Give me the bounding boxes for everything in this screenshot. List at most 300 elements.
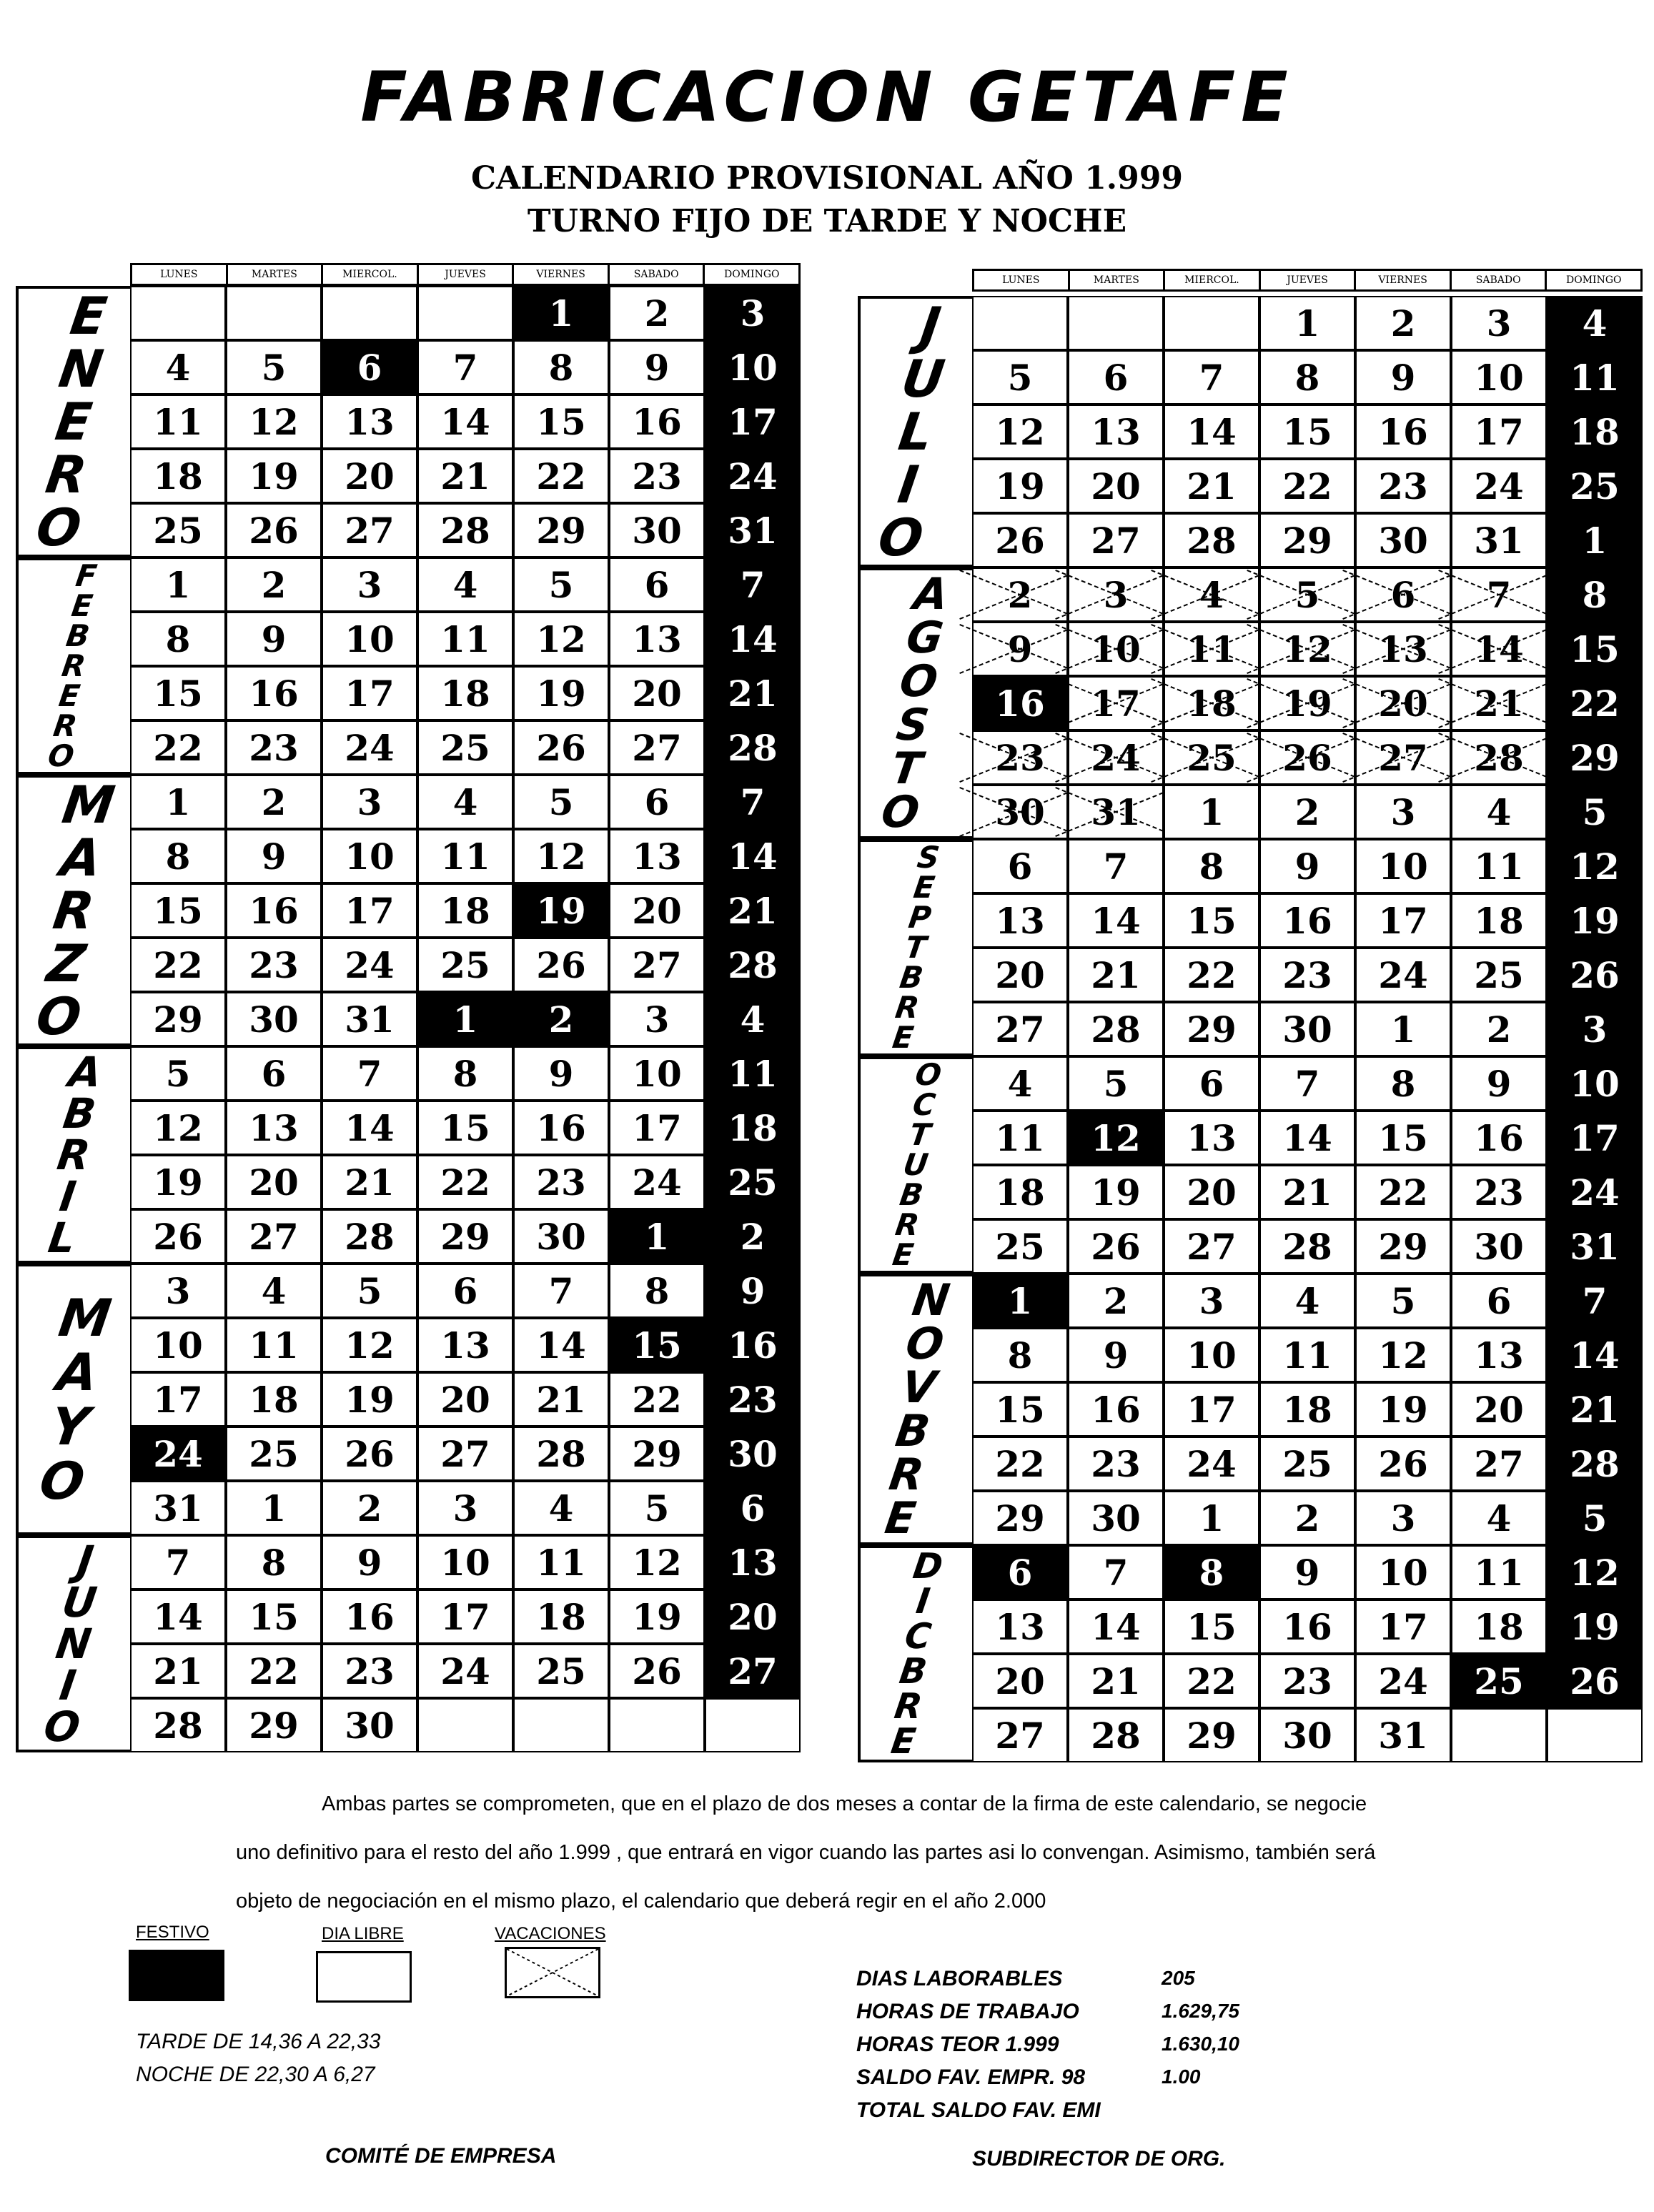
day-cell: 23 [1068, 1437, 1164, 1491]
day-cell: 28 [1451, 730, 1547, 785]
day-cell: 24 [705, 449, 801, 503]
day-cell: 13 [972, 893, 1068, 948]
day-cell [417, 286, 513, 340]
day-cell: 8 [1355, 1056, 1451, 1111]
day-cell: 28 [705, 938, 801, 992]
day-cell: 29 [226, 1698, 322, 1752]
month-label: F E B R E R O [46, 558, 99, 773]
day-cell: 31 [130, 1481, 226, 1535]
day-cell: 6 [609, 557, 705, 612]
day-cell: 4 [1164, 567, 1259, 622]
day-cell: 29 [130, 992, 226, 1046]
day-cell: 28 [322, 1209, 417, 1264]
day-cell: 12 [1547, 1545, 1643, 1600]
day-cell: 17 [1164, 1382, 1259, 1437]
day-cell: 8 [609, 1264, 705, 1318]
day-cell: 9 [226, 612, 322, 666]
day-cell: 19 [513, 883, 609, 938]
day-cell: 31 [1451, 513, 1547, 567]
month-label: S E P T B R E [890, 840, 942, 1055]
day-cell: 16 [705, 1318, 801, 1372]
day-cell: 29 [1259, 513, 1355, 567]
day-cell: 8 [226, 1535, 322, 1589]
day-cell: 29 [609, 1427, 705, 1481]
day-cell: 25 [226, 1427, 322, 1481]
day-cell: 9 [705, 1264, 801, 1318]
weekday-4: VIERNES [1356, 271, 1452, 289]
day-cell: 6 [226, 1046, 322, 1101]
weekday-0: LUNES [132, 265, 228, 284]
day-cell: 10 [417, 1535, 513, 1589]
day-cell: 1 [130, 775, 226, 829]
day-cell: 17 [1068, 676, 1164, 730]
day-cell: 14 [130, 1589, 226, 1644]
weekday-6: DOMINGO [724, 269, 780, 280]
day-cell [1164, 296, 1259, 350]
day-cell: 4 [513, 1481, 609, 1535]
day-cell: 22 [130, 938, 226, 992]
day-cell: 11 [1451, 1545, 1547, 1600]
day-cell: 8 [1164, 1545, 1259, 1600]
stat-label: DIAS LABORABLES [856, 1967, 1063, 1990]
day-cell: 1 [226, 1481, 322, 1535]
day-cell: 4 [972, 1056, 1068, 1111]
day-cell: 30 [226, 992, 322, 1046]
day-cell: 12 [1068, 1111, 1164, 1165]
signature-subdirector: SUBDIRECTOR DE ORG. [972, 2147, 1226, 2171]
month-label: J U N I O [41, 1537, 100, 1751]
day-cell: 6 [417, 1264, 513, 1318]
page-title: FABRICACION GETAFE [360, 57, 1294, 137]
day-cell: 22 [609, 1372, 705, 1427]
day-cell: 19 [972, 459, 1068, 513]
stat-label: HORAS DE TRABAJO [856, 2000, 1079, 2023]
day-cell: 20 [1355, 676, 1451, 730]
day-cell: 25 [705, 1155, 801, 1209]
day-cell: 23 [322, 1644, 417, 1698]
day-cell: 17 [1355, 893, 1451, 948]
day-cell: 6 [1451, 1274, 1547, 1328]
day-cell: 11 [1451, 839, 1547, 893]
day-cell: 1 [1355, 1002, 1451, 1056]
day-cell: 17 [609, 1101, 705, 1155]
day-cell [1068, 296, 1164, 350]
day-cell: 16 [1259, 893, 1355, 948]
day-cell: 9 [1259, 1545, 1355, 1600]
day-cell: 5 [609, 1481, 705, 1535]
day-cell: 3 [1068, 567, 1164, 622]
day-cell: 28 [513, 1427, 609, 1481]
day-cell: 22 [1164, 1654, 1259, 1708]
day-cell: 3 [1355, 1491, 1451, 1545]
day-cell: 21 [322, 1155, 417, 1209]
day-cell: 30 [1451, 1219, 1547, 1274]
day-cell: 27 [972, 1002, 1068, 1056]
day-cell: 13 [226, 1101, 322, 1155]
stat-label: TOTAL SALDO FAV. EMI [856, 2098, 1101, 2122]
day-cell: 15 [1164, 1600, 1259, 1654]
day-cell: 22 [972, 1437, 1068, 1491]
day-cell: 25 [1164, 730, 1259, 785]
day-cell: 25 [972, 1219, 1068, 1274]
day-cell: 28 [1259, 1219, 1355, 1274]
day-cell: 24 [322, 720, 417, 775]
month-label: M A R Z O [32, 775, 119, 1046]
day-cell: 26 [1355, 1437, 1451, 1491]
day-cell: 10 [609, 1046, 705, 1101]
weekday-5: SABADO [610, 265, 705, 284]
day-cell: 21 [1451, 676, 1547, 730]
weekday-3: JUEVES [419, 265, 515, 284]
day-cell: 22 [417, 1155, 513, 1209]
day-cell: 14 [322, 1101, 417, 1155]
day-cell: 1 [1259, 296, 1355, 350]
day-cell: 21 [1259, 1165, 1355, 1219]
day-cell: 17 [322, 666, 417, 720]
day-cell: 26 [1547, 1654, 1643, 1708]
day-cell: 10 [1547, 1056, 1643, 1111]
paragraph-line-1: Ambas partes se comprometen, que en el plazo de dos meses a contar de la firma de este calendario, se negocie [322, 1792, 1367, 1815]
day-cell: 7 [1164, 350, 1259, 405]
day-cell: 27 [705, 1644, 801, 1698]
day-cell: 18 [1451, 893, 1547, 948]
day-cell: 8 [417, 1046, 513, 1101]
day-cell: 5 [322, 1264, 417, 1318]
day-cell: 15 [130, 883, 226, 938]
cross-icon [507, 1949, 598, 1996]
shift-noche: NOCHE DE 22,30 A 6,27 [136, 2063, 375, 2086]
day-cell: 19 [226, 449, 322, 503]
day-cell: 25 [130, 503, 226, 557]
day-cell [705, 1698, 801, 1752]
month-label: A G O S T O [878, 569, 952, 838]
day-cell: 23 [1259, 1654, 1355, 1708]
day-cell: 12 [226, 395, 322, 449]
day-cell: 11 [1259, 1328, 1355, 1382]
day-cell: 19 [513, 666, 609, 720]
day-cell: 10 [705, 340, 801, 395]
day-cell: 2 [609, 286, 705, 340]
day-cell: 8 [1164, 839, 1259, 893]
day-cell: 29 [417, 1209, 513, 1264]
day-cell: 3 [1355, 785, 1451, 839]
day-cell: 12 [1547, 839, 1643, 893]
day-cell: 21 [417, 449, 513, 503]
legend-dia-libre-label: DIA LIBRE [322, 1924, 404, 1943]
day-cell: 5 [1547, 785, 1643, 839]
day-cell: 2 [972, 567, 1068, 622]
day-cell: 10 [322, 829, 417, 883]
day-cell: 12 [609, 1535, 705, 1589]
day-cell: 18 [226, 1372, 322, 1427]
day-cell: 29 [972, 1491, 1068, 1545]
month-label: J U L I O [874, 296, 949, 567]
day-cell: 16 [609, 395, 705, 449]
day-cell: 26 [1547, 948, 1643, 1002]
day-cell: 11 [1164, 622, 1259, 676]
day-cell: 17 [130, 1372, 226, 1427]
day-cell: 25 [1451, 948, 1547, 1002]
shift-tarde: TARDE DE 14,36 A 22,33 [136, 2030, 381, 2053]
day-cell: 24 [1451, 459, 1547, 513]
day-cell: 26 [972, 513, 1068, 567]
day-cell [322, 286, 417, 340]
day-cell: 27 [1451, 1437, 1547, 1491]
day-cell: 3 [705, 286, 801, 340]
day-cell: 25 [1259, 1437, 1355, 1491]
day-cell: 11 [130, 395, 226, 449]
day-cell: 3 [322, 557, 417, 612]
day-cell: 29 [1164, 1708, 1259, 1762]
day-cell: 16 [226, 666, 322, 720]
stat-value: 1.630,10 [1162, 2033, 1239, 2055]
day-cell: 7 [705, 775, 801, 829]
legend-vacaciones-label: VACACIONES [495, 1924, 606, 1943]
day-cell: 13 [609, 829, 705, 883]
day-cell: 6 [1355, 567, 1451, 622]
day-cell: 27 [417, 1427, 513, 1481]
day-cell: 7 [1451, 567, 1547, 622]
day-cell: 22 [1164, 948, 1259, 1002]
day-cell: 16 [1068, 1382, 1164, 1437]
month-label: E N E R O [32, 286, 111, 557]
paragraph-line-3: objeto de negociación en el mismo plazo, el calendario que deberá regir en el año 2.000 [236, 1890, 1046, 1913]
day-cell: 23 [705, 1372, 801, 1427]
day-cell: 4 [130, 340, 226, 395]
day-cell: 26 [1068, 1219, 1164, 1274]
day-cell: 23 [1451, 1165, 1547, 1219]
day-cell: 3 [1164, 1274, 1259, 1328]
day-cell: 15 [226, 1589, 322, 1644]
day-cell: 21 [1547, 1382, 1643, 1437]
day-cell: 14 [417, 395, 513, 449]
weekday-2: MIERCOL. [1165, 271, 1261, 289]
day-cell: 27 [1164, 1219, 1259, 1274]
day-cell: 5 [1547, 1491, 1643, 1545]
day-cell: 27 [609, 938, 705, 992]
day-cell: 6 [322, 340, 417, 395]
day-cell: 2 [1355, 296, 1451, 350]
day-cell: 19 [1355, 1382, 1451, 1437]
day-cell: 8 [1547, 567, 1643, 622]
day-cell: 14 [1068, 893, 1164, 948]
day-cell: 21 [705, 883, 801, 938]
signature-comite: COMITÉ DE EMPRESA [325, 2144, 557, 2168]
day-cell: 1 [130, 557, 226, 612]
day-cell: 15 [1259, 405, 1355, 459]
day-cell: 30 [322, 1698, 417, 1752]
day-cell: 8 [1259, 350, 1355, 405]
day-cell: 23 [1355, 459, 1451, 513]
day-cell: 15 [417, 1101, 513, 1155]
day-cell: 27 [609, 720, 705, 775]
day-cell: 11 [705, 1046, 801, 1101]
day-cell: 24 [609, 1155, 705, 1209]
day-cell: 11 [417, 829, 513, 883]
day-cell: 4 [226, 1264, 322, 1318]
day-cell: 8 [130, 612, 226, 666]
day-cell: 16 [1451, 1111, 1547, 1165]
day-cell: 10 [1068, 622, 1164, 676]
day-cell: 4 [417, 775, 513, 829]
subtitle-1: CALENDARIO PROVISIONAL AÑO 1.999 [471, 160, 1183, 197]
day-cell: 7 [1259, 1056, 1355, 1111]
day-cell: 23 [972, 730, 1068, 785]
day-cell [130, 286, 226, 340]
day-cell: 3 [1451, 296, 1547, 350]
day-cell: 22 [226, 1644, 322, 1698]
day-cell: 21 [1164, 459, 1259, 513]
day-cell: 20 [1451, 1382, 1547, 1437]
day-cell: 30 [513, 1209, 609, 1264]
month-label: M A Y O [36, 1288, 115, 1511]
day-cell: 7 [1547, 1274, 1643, 1328]
day-cell: 16 [972, 676, 1068, 730]
day-cell: 1 [1164, 785, 1259, 839]
day-cell: 6 [1164, 1056, 1259, 1111]
day-cell: 17 [1547, 1111, 1643, 1165]
day-cell: 9 [226, 829, 322, 883]
day-cell: 25 [417, 720, 513, 775]
day-cell: 19 [1547, 1600, 1643, 1654]
day-cell: 7 [513, 1264, 609, 1318]
stat-value: 205 [1162, 1967, 1195, 1989]
day-cell: 18 [1547, 405, 1643, 459]
day-cell: 3 [609, 992, 705, 1046]
day-cell: 6 [1068, 350, 1164, 405]
day-cell: 20 [322, 449, 417, 503]
day-cell: 3 [1547, 1002, 1643, 1056]
day-cell [226, 286, 322, 340]
day-cell: 20 [972, 948, 1068, 1002]
day-cell: 20 [705, 1589, 801, 1644]
day-cell: 30 [1259, 1708, 1355, 1762]
day-cell: 15 [130, 666, 226, 720]
day-cell: 10 [1355, 839, 1451, 893]
day-cell [1451, 1708, 1547, 1762]
day-cell: 25 [1547, 459, 1643, 513]
day-cell: 7 [705, 557, 801, 612]
day-cell: 23 [1259, 948, 1355, 1002]
day-cell: 12 [972, 405, 1068, 459]
day-cell: 12 [513, 612, 609, 666]
day-cell: 4 [705, 992, 801, 1046]
day-cell: 27 [1355, 730, 1451, 785]
day-cell: 16 [322, 1589, 417, 1644]
day-cell: 20 [226, 1155, 322, 1209]
day-cell: 14 [1451, 622, 1547, 676]
weekday-4: VIERNES [514, 265, 610, 284]
day-cell: 24 [322, 938, 417, 992]
day-cell [609, 1698, 705, 1752]
day-cell: 2 [226, 775, 322, 829]
day-cell: 29 [1164, 1002, 1259, 1056]
day-cell: 2 [1259, 1491, 1355, 1545]
day-cell: 20 [417, 1372, 513, 1427]
day-cell: 22 [513, 449, 609, 503]
day-cell: 15 [1355, 1111, 1451, 1165]
day-cell: 16 [226, 883, 322, 938]
day-cell: 28 [417, 503, 513, 557]
weekday-2: MIERCOL. [323, 265, 419, 284]
day-cell: 24 [1355, 948, 1451, 1002]
day-cell: 5 [226, 340, 322, 395]
day-cell: 2 [322, 1481, 417, 1535]
day-cell: 30 [1355, 513, 1451, 567]
legend-festivo-swatch [129, 1950, 224, 2001]
day-cell: 20 [1164, 1165, 1259, 1219]
month-label: N O V B R E [881, 1275, 953, 1544]
day-cell: 11 [226, 1318, 322, 1372]
day-cell: 5 [1355, 1274, 1451, 1328]
day-cell: 16 [513, 1101, 609, 1155]
day-cell: 17 [705, 395, 801, 449]
day-cell: 7 [417, 340, 513, 395]
left-weekday-header [130, 263, 801, 286]
legend-dia-libre-swatch [316, 1951, 412, 2003]
day-cell: 1 [1547, 513, 1643, 567]
day-cell: 13 [1068, 405, 1164, 459]
day-cell: 28 [1547, 1437, 1643, 1491]
day-cell: 28 [130, 1698, 226, 1752]
day-cell: 29 [513, 503, 609, 557]
day-cell: 15 [609, 1318, 705, 1372]
day-cell: 14 [1164, 405, 1259, 459]
day-cell: 1 [417, 992, 513, 1046]
day-cell: 10 [1164, 1328, 1259, 1382]
day-cell: 31 [322, 992, 417, 1046]
day-cell: 31 [1068, 785, 1164, 839]
day-cell: 19 [1068, 1165, 1164, 1219]
day-cell: 13 [1355, 622, 1451, 676]
day-cell: 21 [130, 1644, 226, 1698]
weekday-1: MARTES [228, 265, 324, 284]
month-label: A B R I L [45, 1048, 105, 1262]
day-cell: 15 [1164, 893, 1259, 948]
day-cell: 1 [972, 1274, 1068, 1328]
day-cell: 13 [609, 612, 705, 666]
day-cell: 10 [130, 1318, 226, 1372]
day-cell: 26 [130, 1209, 226, 1264]
day-cell: 9 [513, 1046, 609, 1101]
day-cell: 18 [417, 883, 513, 938]
day-cell: 6 [972, 839, 1068, 893]
day-cell: 13 [322, 395, 417, 449]
day-cell: 25 [1451, 1654, 1547, 1708]
weekday-3: JUEVES [1261, 271, 1357, 289]
day-cell: 14 [513, 1318, 609, 1372]
stat-label: SALDO FAV. EMPR. 98 [856, 2065, 1086, 2089]
day-cell: 17 [1355, 1600, 1451, 1654]
day-cell: 20 [972, 1654, 1068, 1708]
day-cell: 24 [1164, 1437, 1259, 1491]
day-cell: 21 [1068, 948, 1164, 1002]
month-label: D I C B R E [888, 1546, 946, 1762]
day-cell: 3 [417, 1481, 513, 1535]
day-cell: 11 [1547, 350, 1643, 405]
day-cell: 19 [322, 1372, 417, 1427]
day-cell: 12 [1259, 622, 1355, 676]
day-cell: 22 [1355, 1165, 1451, 1219]
day-cell: 18 [972, 1165, 1068, 1219]
day-cell: 13 [1164, 1111, 1259, 1165]
day-cell: 26 [322, 1427, 417, 1481]
day-cell: 27 [322, 503, 417, 557]
day-cell: 14 [705, 612, 801, 666]
day-cell: 12 [513, 829, 609, 883]
day-cell: 27 [1068, 513, 1164, 567]
day-cell: 15 [1547, 622, 1643, 676]
